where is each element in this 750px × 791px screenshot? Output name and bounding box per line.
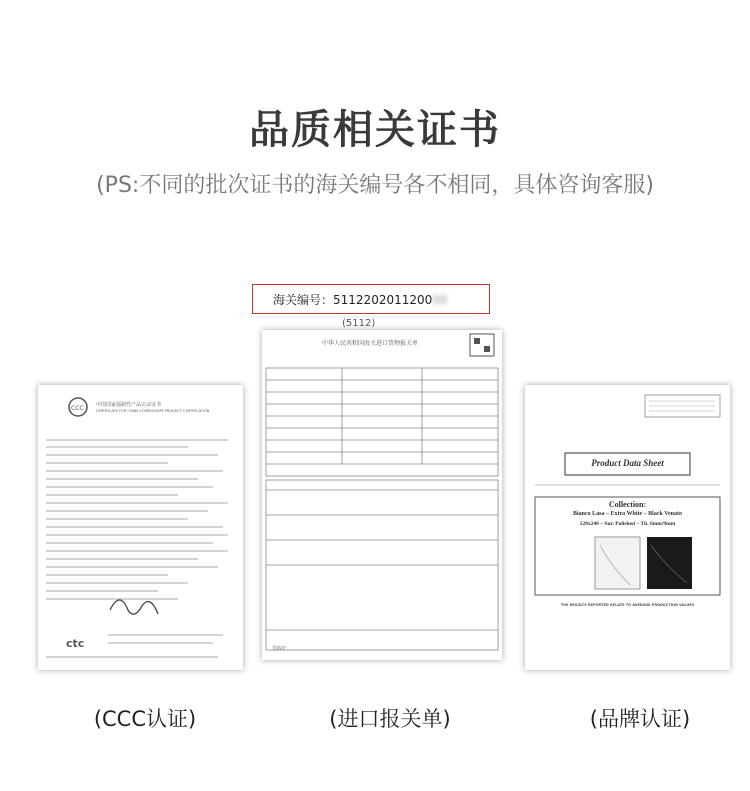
customs-number-box: 海关编号：511220201120000	[252, 284, 490, 314]
ccc-header-en: CERTIFICATE FOR CHINA COMPULSORY PRODUCT CERTIFICATION	[96, 409, 210, 413]
customs-suffix: (5112)	[342, 318, 376, 329]
page-title: 品质相关证书	[249, 107, 501, 153]
sheet-footer: THE RESULTS REPORTED RELATE TO AVERAGE PRODUCTION VALUES	[560, 603, 695, 607]
caption-customs: (进口报关单)	[329, 707, 451, 731]
ctc-logo	[66, 637, 84, 650]
caption-brand: (品牌认证)	[589, 707, 691, 731]
ccc-certificate-drawing	[38, 385, 243, 670]
customs-header: 中华人民共和国海关进口货物报关单	[322, 340, 419, 347]
customs-declaration-drawing	[262, 330, 502, 660]
sheet-title: Product Data Sheet	[591, 458, 664, 468]
customs-declaration	[262, 293, 502, 660]
collection-spec: 120x240 – Sur. Polished – Th. 6mm/9mm	[579, 521, 676, 527]
ccc-certificate	[38, 385, 243, 670]
white-marble-swatch	[595, 537, 640, 589]
barcode-icon	[470, 334, 494, 356]
customs-number: 5112202011200	[333, 293, 433, 307]
svg-text:ctc: ctc	[66, 637, 85, 650]
svg-text:签收栏: 签收栏	[272, 646, 288, 652]
svg-text:CCC: CCC	[71, 405, 84, 412]
black-marble-swatch	[647, 537, 692, 589]
customs-number-label: 海关编号：	[273, 293, 334, 307]
signature	[110, 600, 158, 614]
ccc-header-cn: 中国国家强制性产品认证证书	[96, 402, 162, 408]
caption-ccc: (CCC认证)	[93, 707, 197, 731]
page-subtitle: (PS:不同的批次证书的海关编号各不相同，具体咨询客服)	[96, 173, 654, 198]
product-data-sheet	[525, 385, 730, 670]
product-data-sheet-drawing	[525, 385, 730, 670]
ccc-logo	[69, 398, 87, 416]
collection-name: Bianco Lasa – Extra White – Black Venato	[572, 511, 683, 517]
collection-label: Collection:	[608, 500, 647, 509]
